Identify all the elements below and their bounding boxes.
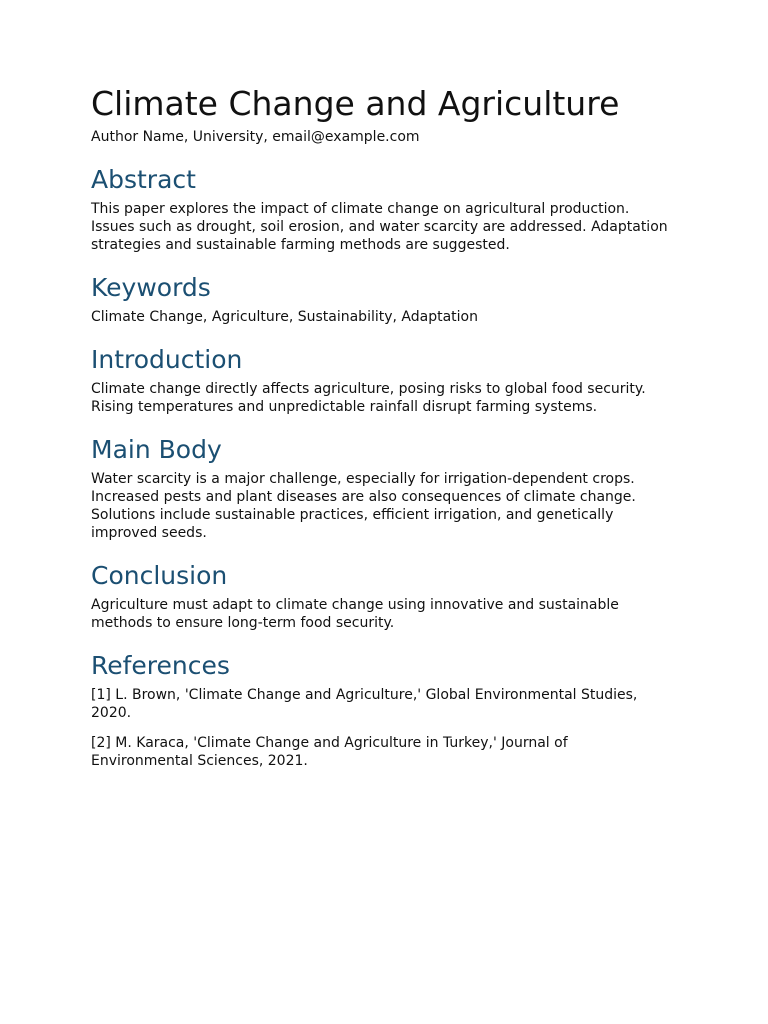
introduction-text: Climate change directly affects agriculture, posing risks to global food security. Rising temperatures and unpredictable rainfall disrupt farming systems. [91,381,646,415]
abstract-heading: Abstract [91,165,196,194]
keywords-text: Climate Change, Agriculture, Sustainability, Adaptation [91,309,478,325]
references-heading: References [91,651,230,680]
references-section [91,651,668,770]
main-body-text: Water scarcity is a major challenge, especially for irrigation-dependent crops. Increased pests and plant diseases are also consequences of climate change. Solutions include sustainable practices, efficient irrigation, and genetically improved seeds. [91,471,636,541]
abstract-section [91,165,668,254]
abstract-text: This paper explores the impact of climate change on agricultural production. Issues such as drought, soil erosion, and water scarcity are addressed. Adaptation strategies and sustainable farming methods are suggested. [91,201,668,253]
keywords-heading: Keywords [91,273,211,302]
reference-item: [2] M. Karaca, 'Climate Change and Agriculture in Turkey,' Journal of Environmental Sciences, 2021. [91,735,568,769]
conclusion-heading: Conclusion [91,561,228,590]
reference-item: [1] L. Brown, 'Climate Change and Agriculture,' Global Environmental Studies, 2020. [91,687,638,721]
conclusion-section [91,561,668,632]
conclusion-text: Agriculture must adapt to climate change using innovative and sustainable methods to ensure long-term food security. [91,597,619,631]
introduction-heading: Introduction [91,345,243,374]
main-body-heading: Main Body [91,435,222,464]
keywords-section [91,273,668,326]
paper-title: Climate Change and Agriculture [91,84,620,123]
introduction-section [91,345,668,416]
main-body-section [91,435,668,542]
author-line: Author Name, University, email@example.com [91,129,420,145]
